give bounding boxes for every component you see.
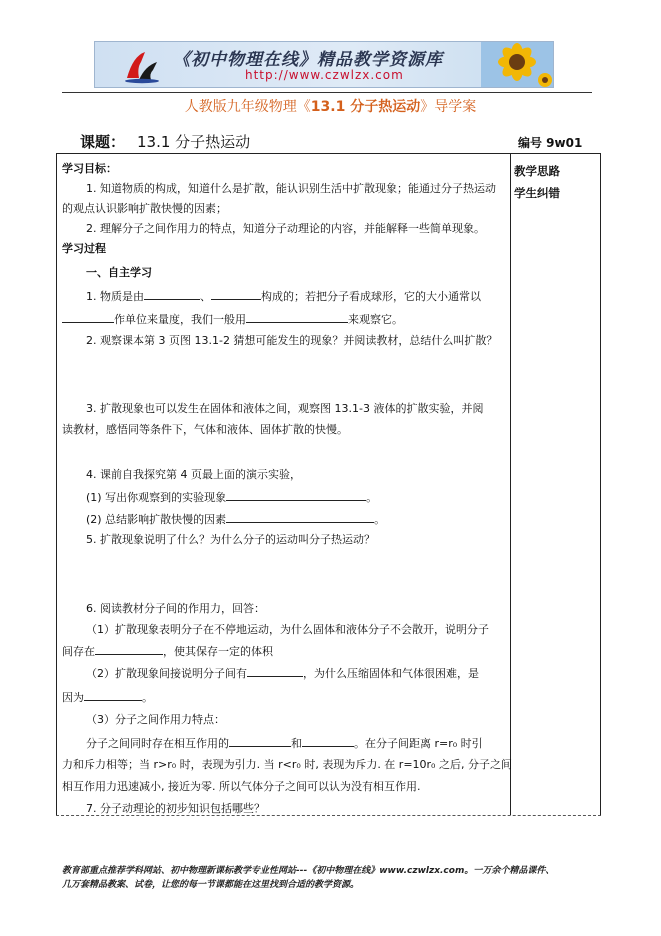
goal-2: 2. 理解分子之间作用力的特点，知道分子动理论的内容，并能解释一些简单现象。 bbox=[86, 222, 485, 235]
question-7: 7. 分子动理论的初步知识包括哪些？ bbox=[86, 802, 265, 815]
question-4-2: (2) 总结影响扩散快慢的因素 。 bbox=[86, 510, 385, 527]
footer-line-2: 几万套精品教案、试卷，让您的每一节课都能在这里找到合适的教学资源。 bbox=[62, 880, 360, 890]
section-self-study: 一、自主学习 bbox=[86, 266, 152, 279]
question-3-line-1: 3. 扩散现象也可以发生在固体和液体之间，观察图 13.1-3 液体的扩散实验，并阅 bbox=[86, 402, 484, 415]
question-6-2-line-2: 因为 。 bbox=[62, 688, 153, 705]
table-bottom-edge bbox=[56, 815, 601, 816]
question-1-line-1: 1. 物质是由 、 构成的；若把分子看成球形，它的大小通常以 bbox=[86, 287, 481, 304]
goal-1-line-2: 的观点认识影响扩散快慢的因素； bbox=[62, 202, 227, 215]
blank-4-2[interactable] bbox=[226, 510, 374, 523]
blank-6-1[interactable] bbox=[95, 642, 163, 655]
lesson-name: 13.1 分子热运动 bbox=[137, 133, 251, 151]
side-label-teaching: 教学思路 bbox=[514, 164, 560, 178]
question-4: 4. 课前自我探究第 4 页最上面的演示实验， bbox=[86, 468, 301, 481]
blank-1c[interactable] bbox=[62, 310, 114, 323]
goals-heading: 学习目标： bbox=[62, 162, 117, 175]
blank-1d[interactable] bbox=[246, 310, 348, 323]
process-heading: 学习过程 bbox=[62, 242, 106, 255]
question-5: 5. 扩散现象说明了什么？为什么分子的运动叫分子热运动？ bbox=[86, 533, 375, 546]
question-6-1-line-1: （1）扩散现象表明分子在不停地运动，为什么固体和液体分子不会散开，说明分子 bbox=[86, 623, 489, 636]
blank-6-2b[interactable] bbox=[84, 688, 142, 701]
question-6-3-line-1: 分子之间同时存在相互作用的 和 。在分子间距离 r=r₀ 时引 bbox=[86, 734, 483, 751]
question-1-line-2: 作单位来量度，我们一般用 来观察它。 bbox=[62, 310, 403, 327]
banner-title: 《初中物理在线》精品教学资源库 bbox=[173, 50, 443, 70]
question-4-1: (1) 写出你观察到的实验现象 。 bbox=[86, 488, 377, 505]
blank-1a[interactable] bbox=[144, 287, 200, 300]
banner-url[interactable]: http://www.czwlzx.com bbox=[245, 68, 404, 82]
question-6: 6. 阅读教材分子间的作用力，回答： bbox=[86, 602, 265, 615]
page-footer bbox=[62, 864, 602, 892]
blank-4-1[interactable] bbox=[226, 488, 366, 501]
footer-line-1: 教育部重点推荐学科网站、初中物理新课标教学专业性网站---《初中物理在线》www.czwlzx.com。一万余个精品课件、 bbox=[62, 866, 555, 876]
blank-6-2a[interactable] bbox=[247, 664, 303, 677]
question-2: 2. 观察课本第 3 页图 13.1-2 猜想可能发生的现象？并阅读教材，总结什么叫扩散？ bbox=[86, 334, 498, 347]
blank-6-3a[interactable] bbox=[229, 734, 291, 747]
question-6-1-line-2: 间存在 ，使其保存一定的体积 bbox=[62, 642, 273, 659]
sunflower-icon bbox=[481, 42, 553, 88]
lesson-label: 课题： bbox=[80, 133, 126, 151]
serial-number: 编号 9w01 bbox=[518, 136, 583, 150]
lesson-topic bbox=[80, 131, 250, 152]
column-divider bbox=[510, 153, 511, 815]
side-label-corrections: 学生纠错 bbox=[514, 186, 560, 200]
header-banner bbox=[94, 41, 554, 88]
site-logo-icon bbox=[123, 48, 161, 84]
blank-1b[interactable] bbox=[211, 287, 261, 300]
header-rule bbox=[62, 92, 592, 93]
question-6-3-line-2: 力和斥力相等；当 r>r₀ 时，表现为引力. 当 r<r₀ 时, 表现为斥力. 在 r=10r₀ 之后, 分子之间 bbox=[62, 758, 512, 771]
blank-6-3b[interactable] bbox=[302, 734, 354, 747]
question-6-3: （3）分子之间作用力特点： bbox=[86, 713, 225, 726]
question-6-2-line-1: （2）扩散现象间接说明分子间有 ，为什么压缩固体和气体很困难，是 bbox=[86, 664, 479, 681]
goal-1-line-1: 1. 知道物质的构成，知道什么是扩散，能认识别生活中扩散现象；能通过分子热运动 bbox=[86, 182, 496, 195]
question-3-line-2: 读教材，感悟同等条件下，气体和液体、固体扩散的快慢。 bbox=[62, 423, 348, 436]
question-6-3-line-3: 相互作用力迅速减小, 接近为零. 所以气体分子之间可以认为没有相互作用. bbox=[62, 780, 421, 793]
document-title: 人教版九年级物理《13.1 分子热运动》导学案 bbox=[184, 99, 477, 115]
